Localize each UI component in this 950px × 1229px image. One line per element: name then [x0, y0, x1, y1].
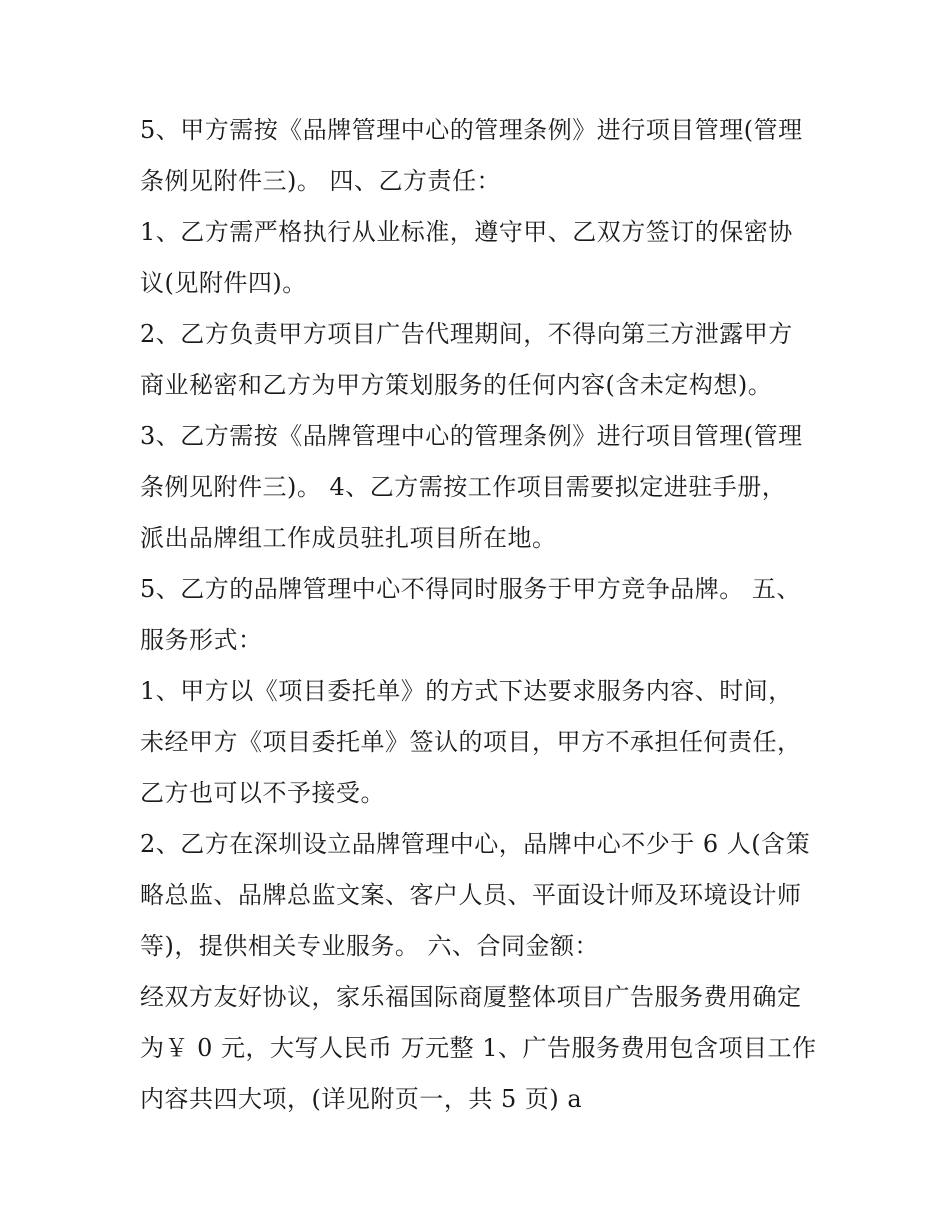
text-line: 派出品牌组工作成员驻扎项目所在地。: [140, 524, 557, 552]
text-line: 服务形式：: [140, 626, 263, 654]
text-line: 略总监、品牌总监文案、客户人员、平面设计师及环境设计师: [140, 881, 802, 909]
text-line: 条例见附件三)。 四、乙方责任：: [140, 167, 501, 195]
text-line: 5、乙方的品牌管理中心不得同时服务于甲方竞争品牌。 五、: [140, 575, 801, 603]
text-line: 条例见附件三)。 4、乙方需按工作项目需要拟定进驻手册，: [140, 473, 787, 501]
text-line: 5、甲方需按《品牌管理中心的管理条例》进行项目管理(管理: [140, 116, 803, 144]
text-line: 内容共四大项，(详见附页一，共 5 页) a: [140, 1085, 583, 1113]
text-line: 商业秘密和乙方为甲方策划服务的任何内容(含未定构想)。: [140, 371, 773, 399]
text-line: 未经甲方《项目委托单》签认的项目，甲方不承担任何责任，: [140, 728, 802, 756]
text-line: 3、乙方需按《品牌管理中心的管理条例》进行项目管理(管理: [140, 422, 803, 450]
text-line: 等)，提供相关专业服务。 六、合同金额：: [140, 932, 599, 960]
text-line: 乙方也可以不予接受。: [140, 779, 385, 807]
text-line: 经双方友好协议，家乐福国际商厦整体项目广告服务费用确定: [140, 983, 802, 1011]
text-line: 2、乙方负责甲方项目广告代理期间，不得向第三方泄露甲方: [140, 320, 793, 348]
text-line: 为￥ 0 元，大写人民币 万元整 1、广告服务费用包含项目工作: [140, 1034, 817, 1062]
text-line: 1、甲方以《项目委托单》的方式下达要求服务内容、时间，: [140, 677, 793, 705]
text-line: 1、乙方需严格执行从业标准，遵守甲、乙双方签订的保密协: [140, 218, 793, 246]
document-body: [140, 105, 820, 1125]
text-line: 议(见附件四)。: [140, 269, 307, 297]
text-line: 2、乙方在深圳设立品牌管理中心，品牌中心不少于 6 人(含策: [140, 830, 811, 858]
